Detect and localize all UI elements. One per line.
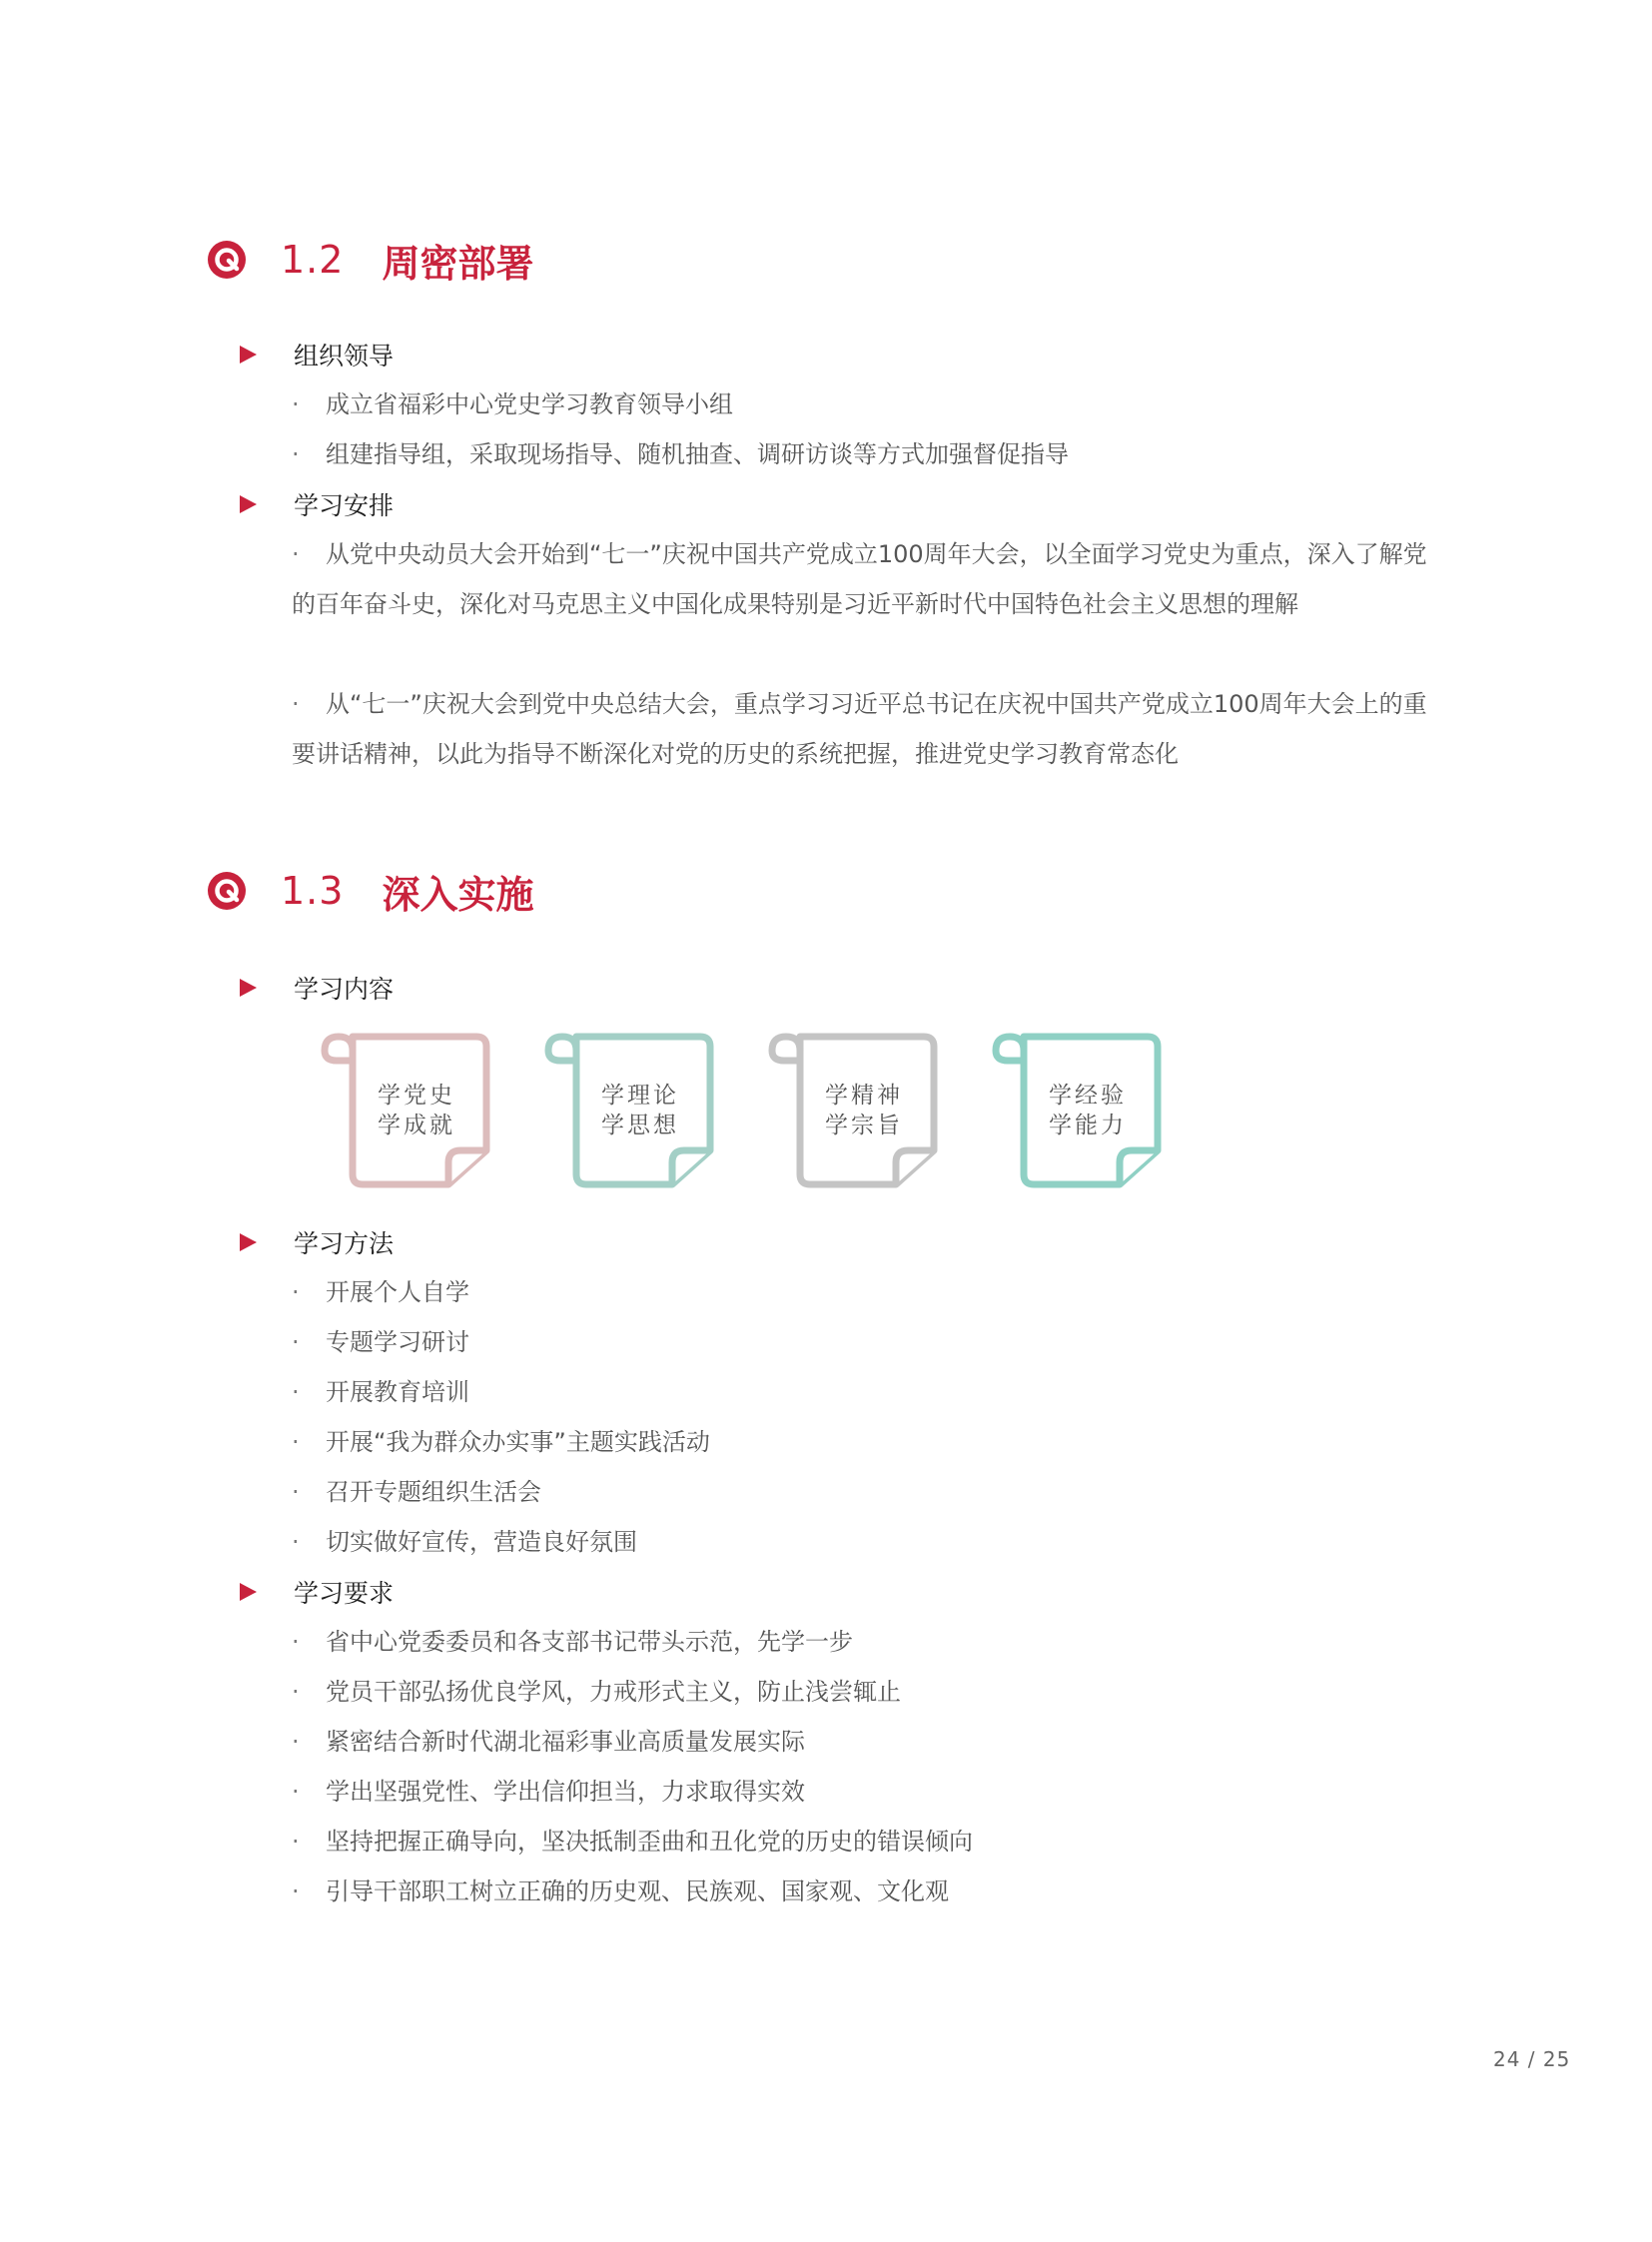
section-heading-1-3: [207, 861, 533, 921]
study-card-4: [986, 1029, 1166, 1190]
triangle-bullet-icon: [240, 1233, 257, 1251]
dot-bullet-icon: ·: [292, 1478, 300, 1506]
dot-bullet-icon: ·: [292, 1428, 300, 1456]
list-item: · 党员干部弘扬优良学风，力戒形式主义，防止浅尝辄止: [292, 1667, 1430, 1717]
section-heading-1-2: [207, 230, 533, 290]
card-line: 学理论: [601, 1083, 679, 1109]
section-number: 1.3: [281, 869, 345, 913]
study-card-2: [538, 1029, 718, 1190]
subheading-label: 学习要求: [294, 1579, 395, 1608]
list-item: · 召开专题组织生活会: [292, 1467, 1430, 1517]
card-line: 学能力: [1049, 1113, 1127, 1138]
triangle-bullet-icon: [240, 346, 257, 364]
list-item: · 从“七一”庆祝大会到党中央总结大会，重点学习习近平总书记在庆祝中国共产党成立100周年大会上的重要讲话精神，以此为指导不断深化对党的历史的系统把握，推进党史学习教育常态化: [292, 679, 1430, 779]
list-item: · 切实做好宣传，营造良好氛围: [292, 1517, 1430, 1567]
section-title: 深入实施: [382, 872, 534, 917]
subheading-arrangement: [240, 482, 395, 526]
dot-bullet-icon: ·: [292, 1728, 300, 1756]
list-item: · 成立省福彩中心党史学习教育领导小组: [292, 379, 1430, 429]
section-title: 周密部署: [382, 241, 534, 286]
dot-bullet-icon: ·: [292, 1778, 300, 1806]
subheading-label: 组织领导: [294, 342, 395, 371]
subheading-organization: [240, 333, 395, 376]
subheading-label: 学习安排: [294, 491, 395, 520]
dot-bullet-icon: ·: [292, 1628, 300, 1656]
list-item: · 专题学习研讨: [292, 1317, 1430, 1367]
dot-bullet-icon: ·: [292, 1278, 300, 1306]
dot-bullet-icon: ·: [292, 690, 300, 718]
dot-bullet-icon: ·: [292, 1328, 300, 1356]
list-item: · 坚持把握正确导向，坚决抵制歪曲和丑化党的历史的错误倾向: [292, 1817, 1430, 1867]
dot-bullet-icon: ·: [292, 390, 300, 418]
list-item: · 开展个人自学: [292, 1267, 1430, 1317]
study-card-3: [762, 1029, 942, 1190]
study-card-1: [315, 1029, 494, 1190]
dot-bullet-icon: ·: [292, 1828, 300, 1856]
triangle-bullet-icon: [240, 1583, 257, 1601]
list-item: · 组建指导组，采取现场指导、随机抽查、调研访谈等方式加强督促指导: [292, 429, 1430, 479]
card-line: 学宗旨: [825, 1113, 903, 1138]
list-item: · 引导干部职工树立正确的历史观、民族观、国家观、文化观: [292, 1867, 1430, 1916]
triangle-bullet-icon: [240, 979, 257, 997]
subheading-label: 学习内容: [294, 975, 395, 1004]
dot-bullet-icon: ·: [292, 1528, 300, 1556]
card-line: 学经验: [1049, 1083, 1127, 1109]
dot-bullet-icon: ·: [292, 1877, 300, 1905]
section-logo-icon: [207, 871, 247, 911]
subheading-label: 学习方法: [294, 1229, 395, 1258]
dot-bullet-icon: ·: [292, 1678, 300, 1706]
dot-bullet-icon: ·: [292, 440, 300, 468]
card-line: 学党史: [378, 1083, 455, 1109]
list-item: · 开展教育培训: [292, 1367, 1430, 1417]
card-line: 学思想: [601, 1113, 679, 1138]
dot-bullet-icon: ·: [292, 540, 300, 568]
list-item: · 省中心党委委员和各支部书记带头示范，先学一步: [292, 1617, 1430, 1667]
card-line: 学成就: [378, 1113, 455, 1138]
section-logo-icon: [207, 240, 247, 280]
triangle-bullet-icon: [240, 495, 257, 513]
subheading-content: [240, 966, 395, 1010]
list-item: · 开展“我为群众办实事”主题实践活动: [292, 1417, 1430, 1467]
dot-bullet-icon: ·: [292, 1378, 300, 1406]
page-number: 24 / 25: [1493, 2047, 1571, 2071]
subheading-requirements: [240, 1570, 395, 1614]
subheading-methods: [240, 1220, 395, 1264]
card-line: 学精神: [825, 1083, 903, 1109]
list-item: · 从党中央动员大会开始到“七一”庆祝中国共产党成立100周年大会，以全面学习党史为重点，深入了解党的百年奋斗史，深化对马克思主义中国化成果特别是习近平新时代中国特色社会主义思想的理解: [292, 529, 1430, 629]
list-item: · 紧密结合新时代湖北福彩事业高质量发展实际: [292, 1717, 1430, 1767]
list-item: · 学出坚强党性、学出信仰担当，力求取得实效: [292, 1767, 1430, 1817]
section-number: 1.2: [281, 238, 345, 282]
